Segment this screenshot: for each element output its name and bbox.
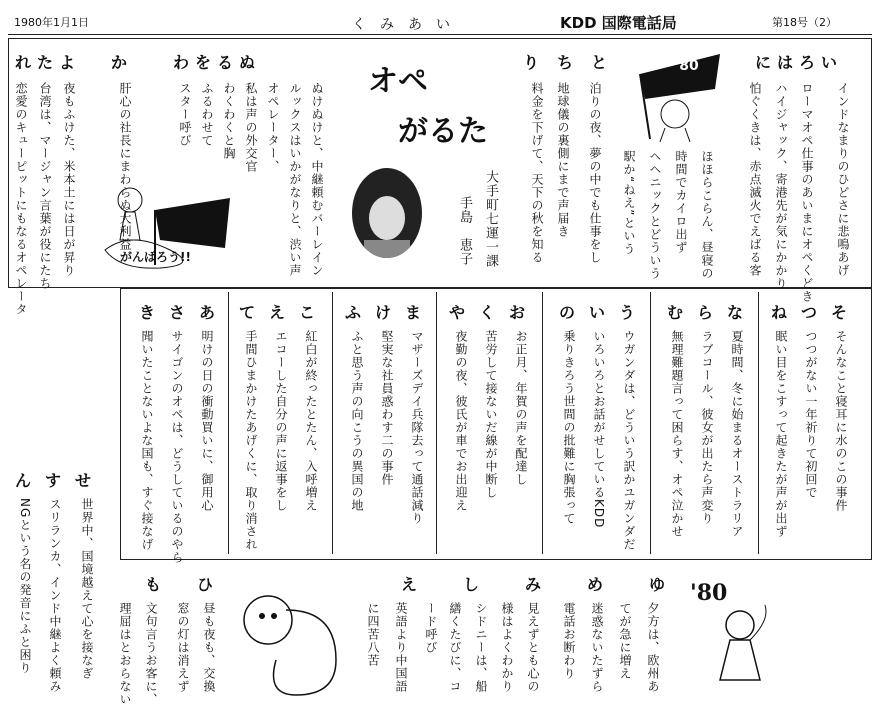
kana-shi: し [462, 575, 479, 594]
verse: サイゴンのオペは、どうしているのやら [170, 330, 184, 564]
verse: 英語より中国語 [394, 602, 408, 693]
verse: NGという名の発音にふと困り [18, 498, 32, 675]
kana-n: ん [14, 471, 31, 490]
kana-mi: み [524, 575, 541, 594]
verse: 聞いたことないよな国も、すぐ接なげ [140, 330, 154, 551]
verse: 文句言うお客に、 [144, 602, 158, 706]
kana-re: れ [14, 53, 31, 72]
verse: 手間ひまかけたあげくに、取り消され [244, 330, 258, 551]
verse: 昼も夜も、交換 [202, 602, 216, 693]
verse: いろいろとお話がせしているKDD [592, 330, 606, 529]
mid-kana-6 [664, 300, 746, 323]
kana-fu: ふ [344, 303, 361, 322]
kana-i: い [588, 303, 605, 322]
kana-chi: ち [556, 53, 573, 72]
kana-no: の [558, 303, 575, 322]
verse: ヘヘニックとどういう [648, 150, 662, 280]
verse: 迷惑ないたずら [590, 602, 604, 693]
title-line1: オペ [368, 64, 428, 99]
verse: 私は声の外交官 [244, 82, 258, 173]
top-right-kana [752, 50, 840, 73]
verse: スター呼び [178, 82, 192, 147]
verse: 繕くたびに、コ [448, 602, 462, 693]
author-dept: 大手町七運一課 [483, 170, 498, 268]
verse: てが急に増え [618, 602, 632, 680]
verse: ローマオペ仕事のあいまにオペくどき [800, 82, 814, 303]
verse: そんなこと寝耳に水のこの事件 [834, 330, 848, 512]
kana-yo: よ [58, 53, 75, 72]
kana-to: と [590, 53, 607, 72]
cheer-text: がんばろう!! [120, 250, 191, 264]
bottom-right-kana [398, 572, 668, 595]
verse: ぬけぬけと、中継頼むバーレイン [310, 82, 324, 277]
mid-kana-3 [342, 300, 424, 323]
verse: 夏時間、冬に始まるオーストラリア [730, 330, 744, 538]
verse: インドなまりのひどさに悲鳴あげ [836, 82, 850, 277]
kana-yu: ゆ [648, 575, 665, 594]
verse: 理屈はとおらない [118, 602, 132, 706]
bottom-left-kana [12, 468, 94, 491]
verse: 苦労して接ないだ線が中断し [484, 330, 498, 499]
kana-ta: た [36, 53, 53, 72]
kana-wo: を [194, 53, 211, 72]
kana-nu: ぬ [238, 53, 255, 72]
verse: 堅実な社員惑わす二の事件 [380, 330, 394, 486]
cheering-monkey-illustration [100, 170, 240, 270]
kana-u: う [618, 303, 635, 322]
verse: 窓の灯は消えず [176, 602, 190, 693]
divider [436, 292, 437, 554]
verse: 見えずとも心の [526, 602, 540, 693]
verse: 駅か“ねえ”という [622, 150, 636, 256]
verse: わくわくと胸 [222, 82, 236, 160]
verse: 電話お断わり [562, 602, 576, 680]
header-issue: 第18号（2） [772, 16, 837, 29]
kana-tsu: つ [800, 303, 817, 322]
verse: ード呼び [424, 602, 438, 654]
bottom-monkey-illustration [690, 580, 780, 700]
kana-ma: ま [404, 303, 421, 322]
kana-mo: も [144, 575, 161, 594]
bottom-mid-kana [142, 572, 216, 595]
kana-se: せ [74, 471, 91, 490]
verse: お正月、年賀の声を配達し [514, 330, 528, 486]
divider [650, 292, 651, 554]
verse: 世界中、国境越えて心を接なぎ [80, 498, 94, 680]
verse: ほほらこらん、昼寝の [700, 150, 714, 280]
header-date: 1980年1月1日 [14, 16, 89, 29]
header-rule [8, 34, 872, 35]
top-mid-kana [520, 50, 610, 73]
verse: 地球儀の裏側にまで声届き [556, 82, 570, 238]
kana-su: す [44, 471, 61, 490]
kana-me: め [586, 575, 603, 594]
verse: 明けの日の衝動買いに、御用心 [200, 330, 214, 512]
verse: に四苦八苦 [366, 602, 380, 667]
kana-ne: ね [770, 303, 787, 322]
verse: 泊りの夜、夢の中でも仕事をし [588, 82, 602, 264]
verse: 紅白が終ったとたん、入呼増え [304, 330, 318, 512]
mid-kana-4 [446, 300, 528, 323]
verse: 恋愛のキューピットにもなるオペレータ [14, 82, 28, 316]
mid-kana-7 [768, 300, 850, 323]
verse: 時間でカイロ出ず [674, 150, 688, 254]
kana-e: え [268, 303, 285, 322]
verse: 料金を下げて、天下の秋を知る [530, 82, 544, 264]
verse: 眠い目をこすって起きたが声が出ず [774, 330, 788, 538]
mid-kana-2 [236, 300, 318, 323]
author-photo [352, 168, 422, 258]
author-name: 手島 恵子 [457, 196, 472, 266]
kana-ku: く [478, 303, 495, 322]
kana-ra: ら [696, 303, 713, 322]
kana-ri: り [522, 53, 539, 72]
verse: ふるわせて [200, 82, 214, 147]
kana-ru: る [216, 53, 233, 72]
kana-ko: こ [298, 303, 315, 322]
verse: 台湾は、マージャン言葉が役にたち [38, 82, 52, 290]
kana-e: え [400, 575, 417, 594]
verse: 怕ぐくきは、赤点滅火でえばる客 [748, 82, 762, 277]
top-left-kana [12, 50, 258, 73]
title-line2: がるた [398, 114, 488, 149]
verse: オペレーター、 [266, 82, 280, 173]
seated-monkey-illustration [236, 580, 356, 700]
verse: つつがない一年祈りて初回で [804, 330, 818, 499]
mid-kana-5 [556, 300, 638, 323]
year-badge: '80 [192, 182, 223, 203]
kana-ro: ろ [798, 53, 815, 72]
kana-hi: ひ [196, 575, 213, 594]
header-kana: くみあい [352, 17, 464, 33]
verse: スリランカ、インド中継よく頼み [48, 498, 62, 693]
kana-na: な [726, 303, 743, 322]
kana-ni: に [754, 53, 771, 72]
divider [542, 292, 543, 554]
verse: 夜勤の夜、彼氏が車でお出迎え [454, 330, 468, 512]
kana-a: あ [198, 303, 215, 322]
kana-wa: わ [172, 53, 189, 72]
flag-monkey-illustration [620, 44, 730, 144]
divider [758, 292, 759, 554]
verse: ラブコール、彼女が出たら声変り [700, 330, 714, 525]
kana-i: い [820, 53, 837, 72]
kana-so: そ [830, 303, 847, 322]
verse: 様はよくわかり [500, 602, 514, 693]
mid-kana-1 [136, 300, 218, 323]
verse: ルックスはいかがなりと、渋い声 [288, 82, 302, 277]
flag-year: '80 [675, 58, 699, 74]
kana-ke: け [374, 303, 391, 322]
divider [332, 292, 333, 554]
verse: シドニーは、船 [474, 602, 488, 693]
verse: 夕方は、欧州あ [646, 602, 660, 693]
verse: ウガンダは、どういう訳かユガンダだ [622, 330, 636, 551]
divider [228, 292, 229, 554]
verse: 乗りきろう世間の批難に胸張って [562, 330, 576, 525]
kana-te: て [238, 303, 255, 322]
verse: 夜もふけた、米本土には日が昇り [62, 82, 76, 277]
header-kdd: KDD 国際電話局 [560, 14, 677, 32]
year-badge-80: '80 [690, 580, 728, 606]
verse: 無理難題言って困らす、オペ泣かせ [670, 330, 684, 538]
kana-mu: む [666, 303, 683, 322]
kana-ya: や [448, 303, 465, 322]
verse: ふと思う声の向こうの異国の地 [350, 330, 364, 512]
verse: 肝心の社長にまわらぬ大利益 [118, 82, 132, 251]
verse: ハイジャック、寄港先が気にかかり [774, 82, 788, 290]
kana-ki: き [138, 303, 155, 322]
kana-sa: さ [168, 303, 185, 322]
verse: エコーした自分の声に返事をし [274, 330, 288, 512]
verse: マザーズデイ兵隊去って通話減り [410, 330, 424, 525]
kana-ha: は [776, 53, 793, 72]
kana-ka: か [110, 53, 127, 72]
kana-o: お [508, 303, 525, 322]
